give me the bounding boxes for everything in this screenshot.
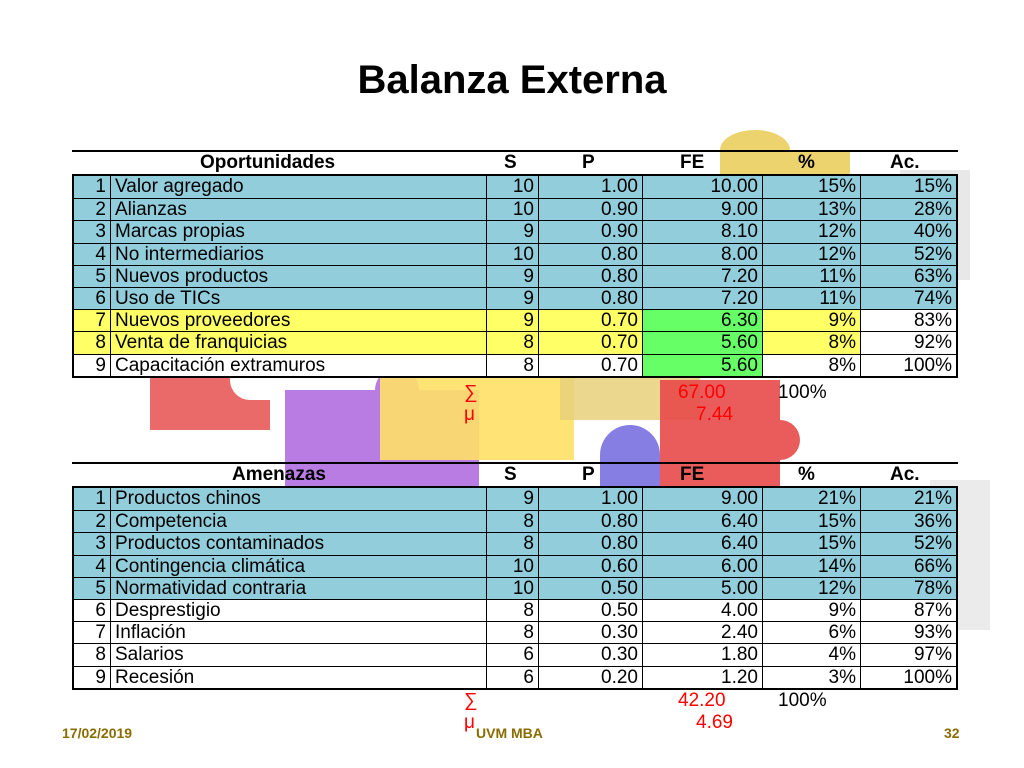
cell-n: 7 <box>74 622 110 643</box>
cell-ac: 83% <box>860 310 956 331</box>
cell-p: 0.70 <box>538 332 642 353</box>
cell-pct: 9% <box>762 600 860 621</box>
table-row <box>74 643 956 665</box>
cell-p: 0.80 <box>538 533 642 554</box>
header-s: S <box>504 152 517 173</box>
cell-p: 0.50 <box>538 578 642 599</box>
cell-name: Normatividad contraria <box>110 578 486 599</box>
threats-sum-fe: 42.20 <box>678 689 726 711</box>
cell-p: 0.80 <box>538 288 642 309</box>
cell-name: Nuevos proveedores <box>110 310 486 331</box>
cell-s: 9 <box>486 488 538 510</box>
cell-pct: 8% <box>762 355 860 376</box>
cell-name: Contingencia climática <box>110 556 486 577</box>
cell-pct: 12% <box>762 578 860 599</box>
cell-ac: 36% <box>860 511 956 532</box>
cell-name: Competencia <box>110 511 486 532</box>
footer-center-text: UVM MBA <box>476 725 543 741</box>
cell-pct: 6% <box>762 622 860 643</box>
cell-p: 0.80 <box>538 244 642 265</box>
table-row <box>74 243 956 265</box>
cell-ac: 15% <box>860 176 956 198</box>
cell-s: 10 <box>486 176 538 198</box>
cell-name: Uso de TICs <box>110 288 486 309</box>
cell-p: 0.90 <box>538 221 642 242</box>
cell-fe: 2.40 <box>642 622 762 643</box>
cell-s: 9 <box>486 266 538 287</box>
table-row <box>74 555 956 577</box>
cell-n: 2 <box>74 511 110 532</box>
cell-n: 4 <box>74 556 110 577</box>
cell-n: 8 <box>74 644 110 665</box>
opportunities-summary <box>72 378 958 430</box>
cell-n: 6 <box>74 288 110 309</box>
cell-pct: 15% <box>762 511 860 532</box>
cell-s: 8 <box>486 600 538 621</box>
cell-fe: 7.20 <box>642 288 762 309</box>
cell-name: Alianzas <box>110 199 486 220</box>
cell-p: 0.80 <box>538 511 642 532</box>
cell-name: Venta de franquicias <box>110 332 486 353</box>
cell-name: Marcas propias <box>110 221 486 242</box>
cell-name: Salarios <box>110 644 486 665</box>
table-row <box>74 532 956 554</box>
table-row <box>74 220 956 242</box>
cell-p: 0.30 <box>538 644 642 665</box>
cell-s: 8 <box>486 511 538 532</box>
table-row <box>74 265 956 287</box>
table-row <box>74 666 956 688</box>
cell-fe: 4.00 <box>642 600 762 621</box>
mean-icon: μ <box>464 711 475 733</box>
cell-s: 8 <box>486 332 538 353</box>
cell-p: 0.30 <box>538 622 642 643</box>
header-ac: Ac. <box>890 152 920 173</box>
table-row <box>74 354 956 376</box>
table-row <box>74 577 956 599</box>
cell-name: Productos contaminados <box>110 533 486 554</box>
cell-n: 3 <box>74 533 110 554</box>
threats-rows <box>72 488 958 690</box>
cell-ac: 97% <box>860 644 956 665</box>
cell-name: Inflación <box>110 622 486 643</box>
cell-s: 10 <box>486 556 538 577</box>
opportunities-rows <box>72 176 958 378</box>
cell-s: 6 <box>486 644 538 665</box>
header-fe: FE <box>680 152 705 173</box>
cell-p: 1.00 <box>538 488 642 510</box>
cell-name: Valor agregado <box>110 176 486 198</box>
cell-n: 4 <box>74 244 110 265</box>
cell-pct: 12% <box>762 221 860 242</box>
opportunities-table <box>72 150 958 430</box>
table-row <box>74 287 956 309</box>
cell-s: 6 <box>486 667 538 688</box>
cell-fe: 1.80 <box>642 644 762 665</box>
cell-ac: 52% <box>860 533 956 554</box>
cell-n: 9 <box>74 667 110 688</box>
cell-ac: 28% <box>860 199 956 220</box>
page-title: Balanza Externa <box>357 58 667 102</box>
threats-mean-fe: 4.69 <box>696 711 733 733</box>
cell-fe: 9.00 <box>642 199 762 220</box>
cell-ac: 21% <box>860 488 956 510</box>
opportunities-sum-pct: 100% <box>778 381 827 403</box>
cell-n: 7 <box>74 310 110 331</box>
table-row <box>74 510 956 532</box>
threats-sum-pct: 100% <box>778 689 827 711</box>
cell-pct: 8% <box>762 332 860 353</box>
cell-n: 1 <box>74 176 110 198</box>
cell-p: 0.70 <box>538 355 642 376</box>
threats-table <box>72 462 958 742</box>
cell-pct: 14% <box>762 556 860 577</box>
table-row <box>74 599 956 621</box>
cell-fe: 6.40 <box>642 511 762 532</box>
header-s: S <box>504 464 517 485</box>
opportunities-header-row <box>72 150 958 176</box>
cell-fe: 8.10 <box>642 221 762 242</box>
cell-fe: 5.60 <box>642 355 762 376</box>
cell-fe: 6.00 <box>642 556 762 577</box>
cell-s: 9 <box>486 221 538 242</box>
cell-s: 8 <box>486 622 538 643</box>
cell-pct: 9% <box>762 310 860 331</box>
cell-pct: 12% <box>762 244 860 265</box>
cell-s: 10 <box>486 199 538 220</box>
sum-icon: ∑ <box>464 689 478 711</box>
cell-n: 5 <box>74 578 110 599</box>
sum-icon: ∑ <box>464 381 478 403</box>
cell-pct: 13% <box>762 199 860 220</box>
header-opportunities: Oportunidades <box>200 152 336 173</box>
cell-n: 8 <box>74 332 110 353</box>
cell-fe: 6.40 <box>642 533 762 554</box>
cell-fe: 6.30 <box>642 310 762 331</box>
cell-name: Desprestigio <box>110 600 486 621</box>
cell-n: 6 <box>74 600 110 621</box>
cell-ac: 78% <box>860 578 956 599</box>
cell-pct: 4% <box>762 644 860 665</box>
cell-name: Recesión <box>110 667 486 688</box>
cell-name: Productos chinos <box>110 488 486 510</box>
cell-name: No intermediarios <box>110 244 486 265</box>
cell-fe: 5.00 <box>642 578 762 599</box>
cell-n: 9 <box>74 355 110 376</box>
cell-fe: 1.20 <box>642 667 762 688</box>
cell-s: 9 <box>486 310 538 331</box>
cell-s: 8 <box>486 355 538 376</box>
opportunities-sum-fe: 67.00 <box>678 381 726 403</box>
cell-ac: 63% <box>860 266 956 287</box>
threats-header-row <box>72 462 958 488</box>
cell-ac: 40% <box>860 221 956 242</box>
header-pct: % <box>798 464 815 485</box>
cell-ac: 74% <box>860 288 956 309</box>
cell-p: 0.50 <box>538 600 642 621</box>
cell-name: Capacitación extramuros <box>110 355 486 376</box>
cell-pct: 21% <box>762 488 860 510</box>
table-row <box>74 331 956 353</box>
cell-pct: 3% <box>762 667 860 688</box>
table-row <box>74 488 956 510</box>
cell-ac: 92% <box>860 332 956 353</box>
cell-p: 1.00 <box>538 176 642 198</box>
header-p: P <box>582 464 595 485</box>
cell-pct: 11% <box>762 266 860 287</box>
cell-fe: 8.00 <box>642 244 762 265</box>
cell-s: 10 <box>486 578 538 599</box>
footer-date: 17/02/2019 <box>62 725 133 741</box>
cell-pct: 15% <box>762 533 860 554</box>
header-pct: % <box>798 152 815 173</box>
header-p: P <box>582 152 595 173</box>
cell-ac: 100% <box>860 667 956 688</box>
cell-pct: 11% <box>762 288 860 309</box>
cell-s: 10 <box>486 244 538 265</box>
opportunities-mean-fe: 7.44 <box>696 403 733 425</box>
footer-page-number: 32 <box>944 725 960 741</box>
table-row <box>74 621 956 643</box>
cell-s: 8 <box>486 533 538 554</box>
cell-name: Nuevos productos <box>110 266 486 287</box>
mean-icon: μ <box>464 403 475 425</box>
header-fe: FE <box>680 464 705 485</box>
cell-ac: 52% <box>860 244 956 265</box>
cell-p: 0.90 <box>538 199 642 220</box>
cell-pct: 15% <box>762 176 860 198</box>
cell-n: 2 <box>74 199 110 220</box>
cell-ac: 93% <box>860 622 956 643</box>
cell-ac: 66% <box>860 556 956 577</box>
cell-ac: 87% <box>860 600 956 621</box>
header-threats: Amenazas <box>232 464 326 485</box>
cell-p: 0.20 <box>538 667 642 688</box>
cell-n: 1 <box>74 488 110 510</box>
cell-fe: 9.00 <box>642 488 762 510</box>
table-row <box>74 198 956 220</box>
cell-p: 0.80 <box>538 266 642 287</box>
table-row <box>74 309 956 331</box>
cell-fe: 10.00 <box>642 176 762 198</box>
cell-n: 5 <box>74 266 110 287</box>
cell-p: 0.60 <box>538 556 642 577</box>
table-row <box>74 176 956 198</box>
cell-fe: 5.60 <box>642 332 762 353</box>
header-ac: Ac. <box>890 464 920 485</box>
cell-n: 3 <box>74 221 110 242</box>
cell-p: 0.70 <box>538 310 642 331</box>
cell-ac: 100% <box>860 355 956 376</box>
cell-fe: 7.20 <box>642 266 762 287</box>
cell-s: 9 <box>486 288 538 309</box>
